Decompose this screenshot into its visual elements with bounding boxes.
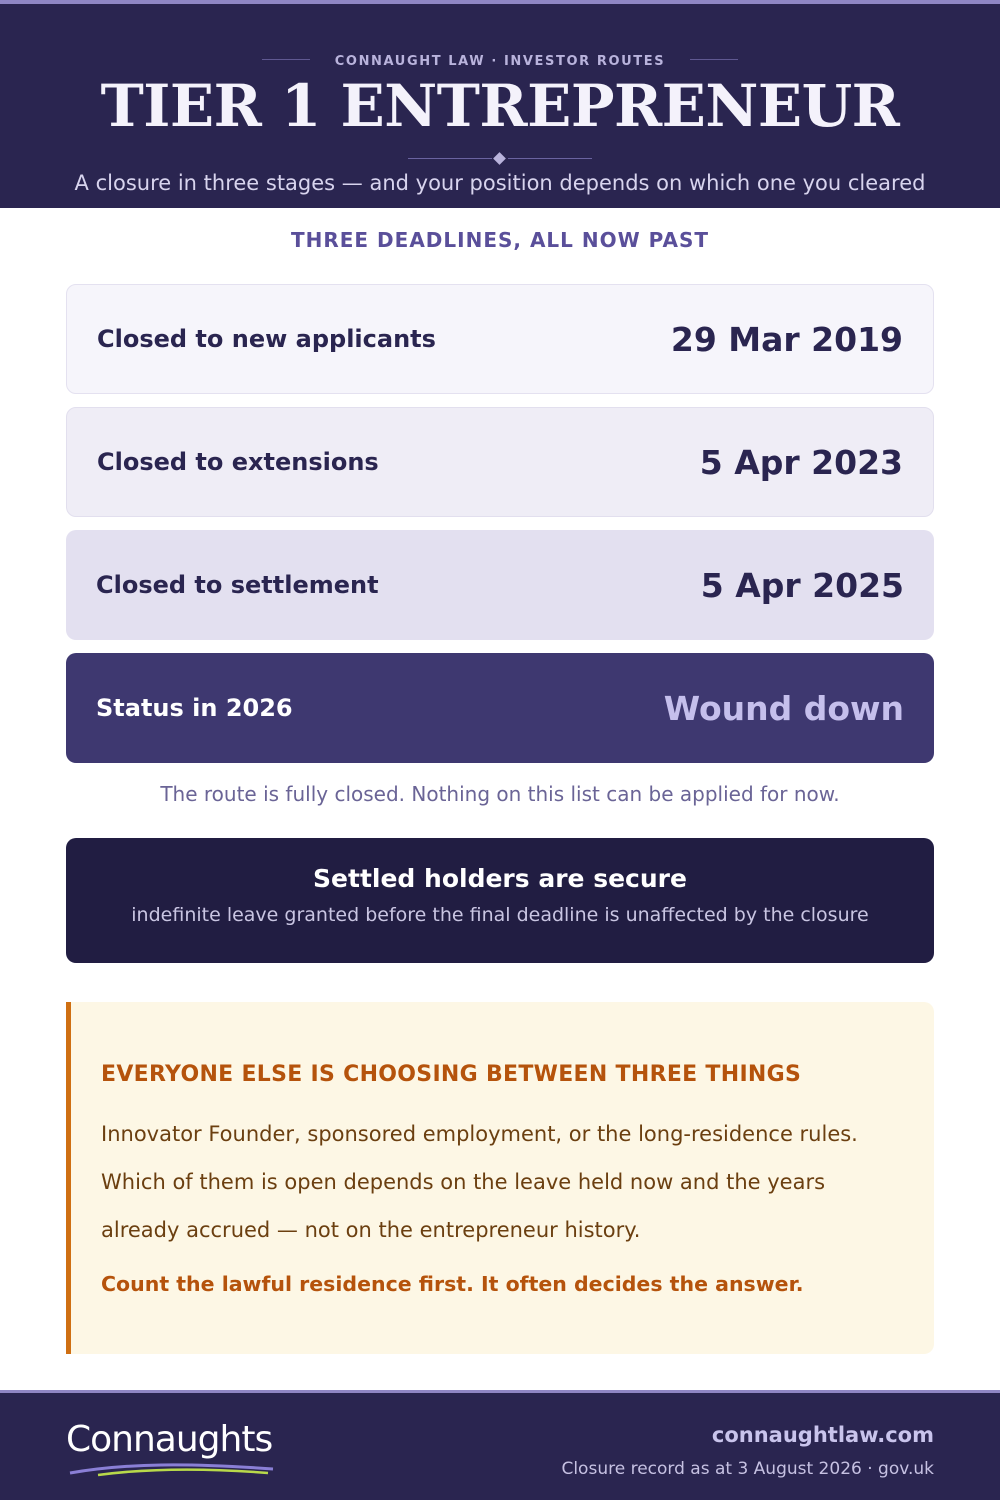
connaughts-logo [66, 1419, 286, 1479]
deadlines-heading: THREE DEADLINES, ALL NOW PAST [290, 228, 709, 252]
note-emphasis: Count the lawful residence first. It often decides the answer. [101, 1272, 804, 1296]
deadline-row-settlement [66, 530, 934, 640]
deadline-row-extensions [66, 407, 934, 517]
logo-swoosh-icon [68, 1461, 278, 1477]
record-note: Closure record as at 3 August 2026 · gov.uk [561, 1459, 934, 1479]
website-link[interactable]: connaughtlaw.com [711, 1423, 934, 1447]
callout-title: Settled holders are secure [313, 864, 687, 893]
status-label: Status in 2026 [96, 694, 293, 722]
deadline-label: Closed to extensions [97, 448, 379, 476]
logo-wordmark: Connaughts [66, 1419, 273, 1460]
page-title: TIER 1 ENTREPRENEUR [100, 72, 900, 140]
note-title: EVERYONE ELSE IS CHOOSING BETWEEN THREE THINGS [101, 1062, 802, 1087]
status-value: Wound down [663, 688, 904, 728]
deadline-date: 5 Apr 2025 [700, 565, 904, 605]
callout-text: indefinite leave granted before the final deadline is unaffected by the closure [131, 904, 869, 926]
note-body: Innovator Founder, sponsored employment, or the long-residence rules. Which of them is open depends on the leave held now and the years already accrued — not on the entrepreneur history. [101, 1122, 858, 1242]
diamond-icon [493, 152, 506, 165]
closure-caption: The route is fully closed. Nothing on this list can be applied for now. [160, 782, 840, 806]
page-footer [0, 1390, 1000, 1500]
eyebrow-rule-right [690, 59, 738, 60]
deadline-label: Closed to new applicants [97, 325, 436, 353]
settled-holders-callout [66, 838, 934, 963]
status-row [66, 653, 934, 763]
page-header [0, 0, 1000, 208]
title-ornament [408, 152, 592, 166]
deadline-row-new-applicants [66, 284, 934, 394]
options-note [66, 1002, 934, 1354]
page-subtitle: A closure in three stages — and your position depends on which one you cleared [74, 171, 926, 195]
eyebrow-text: CONNAUGHT LAW · INVESTOR ROUTES [334, 54, 666, 69]
deadline-date: 29 Mar 2019 [670, 319, 903, 359]
deadline-label: Closed to settlement [96, 571, 379, 599]
deadline-date: 5 Apr 2023 [699, 442, 903, 482]
